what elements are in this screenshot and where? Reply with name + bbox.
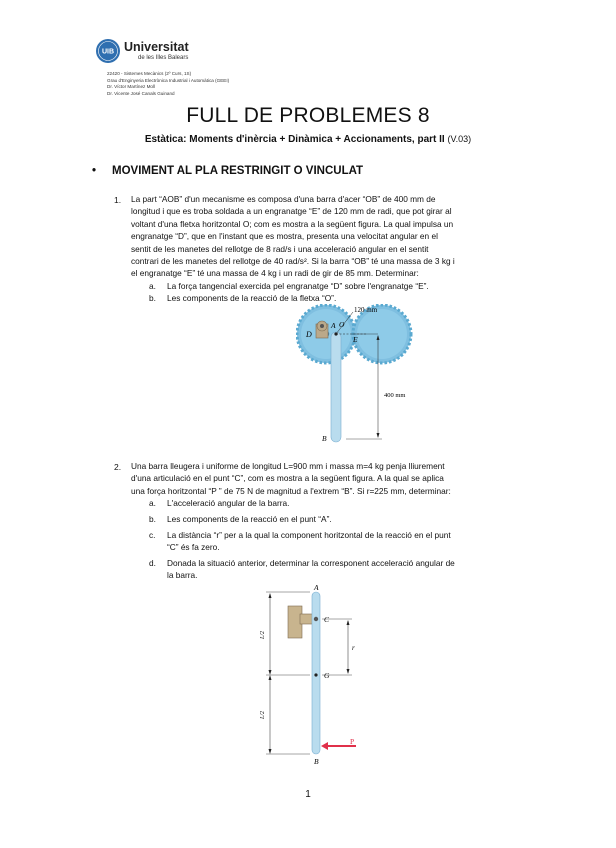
item-text: Les components de la reacció de la fletxa “O”. (167, 293, 337, 303)
page-subtitle (0, 134, 616, 145)
item-letter: b. (149, 514, 156, 524)
item-text: Donada la situació anterior, determinar la corresponent acceleració angular de (167, 558, 455, 568)
problem1-text (131, 193, 523, 280)
arrow-icon (347, 669, 350, 674)
arrow-icon (347, 620, 350, 625)
bar-ab (312, 592, 320, 754)
dim-length-label: 400 mm (384, 392, 406, 399)
pin-c-icon (314, 617, 318, 621)
label-g: G (324, 671, 330, 680)
center-g-icon (314, 673, 317, 676)
problem1-item-b (149, 292, 336, 304)
problem2-text (131, 460, 523, 497)
label-b: B (322, 434, 327, 443)
figure-pendulum-bar (244, 584, 374, 768)
section-heading (92, 165, 363, 177)
text-line: d'una articulació en el punt “C”, com es mostra a la següent figura. A la qual se aplica (131, 473, 444, 484)
label-b: B (314, 757, 319, 766)
text-line: una força horitzontal “P ” de 75 N de magnitud a l'extrem “B”. Si r=225 mm, determinar: (131, 485, 451, 496)
label-l2-top: L/2 (260, 630, 266, 639)
label-o: O (339, 320, 345, 329)
item-text: La força tangencial exercida pel engranatge “D” sobre l'engranatge “E”. (167, 281, 429, 291)
text-line: sentit de les manetes del rellotge de 8 rad/s i una acceleració angular en el sentit (131, 243, 429, 254)
item-letter: d. (149, 558, 156, 568)
problem2-item-b (149, 513, 523, 525)
item-letter: c. (149, 530, 156, 540)
text-line: voltant d'una fletxa horitzontal O; com es mostra a la següent figura. La qual impulsa un (131, 218, 454, 229)
meta-line: Dr. Víctor Martínez Moll (107, 84, 155, 90)
pin-icon (320, 324, 324, 328)
item-letter: a. (149, 281, 156, 291)
label-r: r (352, 644, 355, 652)
text-line: contrari de les manetes del rellotge de 40 rad/s². Si la barra “OB” té una massa de 3 kg i (131, 256, 455, 267)
item-text: la barra. (167, 570, 198, 581)
pivot-o-icon (334, 332, 337, 335)
course-meta (107, 71, 407, 97)
problem1-item-a (149, 280, 429, 292)
problem-number: 2. (114, 462, 122, 472)
problem-number: 1. (114, 195, 122, 205)
bullet-icon: • (92, 165, 97, 177)
bar-ob (331, 332, 341, 442)
item-text: Les components de la reacció en el punt “A”. (167, 514, 332, 524)
label-e: E (353, 335, 358, 344)
text-line: La part “AOB” d'un mecanisme es composa d'una barra d'acer “OB” de 400 mm de (131, 194, 436, 204)
dim-radius-label: 120 mm (354, 306, 378, 314)
item-text: “C” és fa zero. (167, 542, 220, 553)
label-l2-bottom: L/2 (260, 710, 266, 719)
meta-line: Dr. Vicente José Canals Guinand (107, 90, 175, 96)
arrow-icon (269, 670, 272, 675)
label-a: A (314, 584, 319, 592)
logo-text: UIB (101, 48, 115, 56)
figure-gear-mechanism (296, 304, 426, 446)
label-c: C (324, 615, 330, 624)
arrow-icon (269, 675, 272, 680)
section-title: MOVIMENT AL PLA RESTRINGIT O VINCULAT (112, 165, 364, 177)
force-arrow-icon (321, 742, 328, 750)
arrow-icon (269, 749, 272, 754)
problem2-item-a (149, 497, 523, 509)
subtitle-text: Estàtica: Moments d'inèrcia + Dinàmica + Accionaments, part II (144, 134, 445, 145)
problem2-item-d (149, 557, 523, 582)
university-logo (96, 36, 206, 66)
arrow-icon (377, 433, 380, 438)
item-letter: b. (149, 293, 156, 303)
page-title: FULL DE PROBLEMES 8 (186, 104, 430, 127)
arrow-icon (269, 593, 272, 598)
item-letter: a. (149, 498, 156, 508)
item-text: La distància “r” per a la qual la component horitzontal de la reacció en el punt (167, 530, 451, 540)
text-line: engranatge “D”, que en l'instant que es mostra, presenta una velocitat angular en el (131, 231, 438, 242)
meta-line: 22420 - Sistemes Mecànics (2º Curs, 1S) (107, 71, 192, 76)
meta-line: Grau d'Enginyeria Electrònica Industrial i Automàtica (GEEI) (107, 77, 230, 83)
label-a: A (331, 321, 336, 330)
text-line: longitud i que es troba soldada a un engranatge “E” de 120 mm de radi, que pot girar al (131, 206, 452, 217)
version-label: (V.03) (447, 134, 472, 144)
label-p: P (350, 737, 355, 746)
text-line: Una barra lleugera i uniforme de longitud L=900 mm i massa m=4 kg penja lliurement (131, 461, 445, 471)
label-d: D (306, 330, 312, 339)
text-line: el engranatge “E” té una massa de 4 kg i un radi de gir de 85 mm. Determinar: (131, 268, 419, 279)
university-subname: de les Illes Balears (138, 55, 189, 61)
university-name: Universitat (124, 40, 189, 54)
problem2-item-c (149, 529, 523, 554)
item-text: L'acceleració angular de la barra. (167, 498, 290, 508)
page-number: 1 (305, 789, 311, 800)
